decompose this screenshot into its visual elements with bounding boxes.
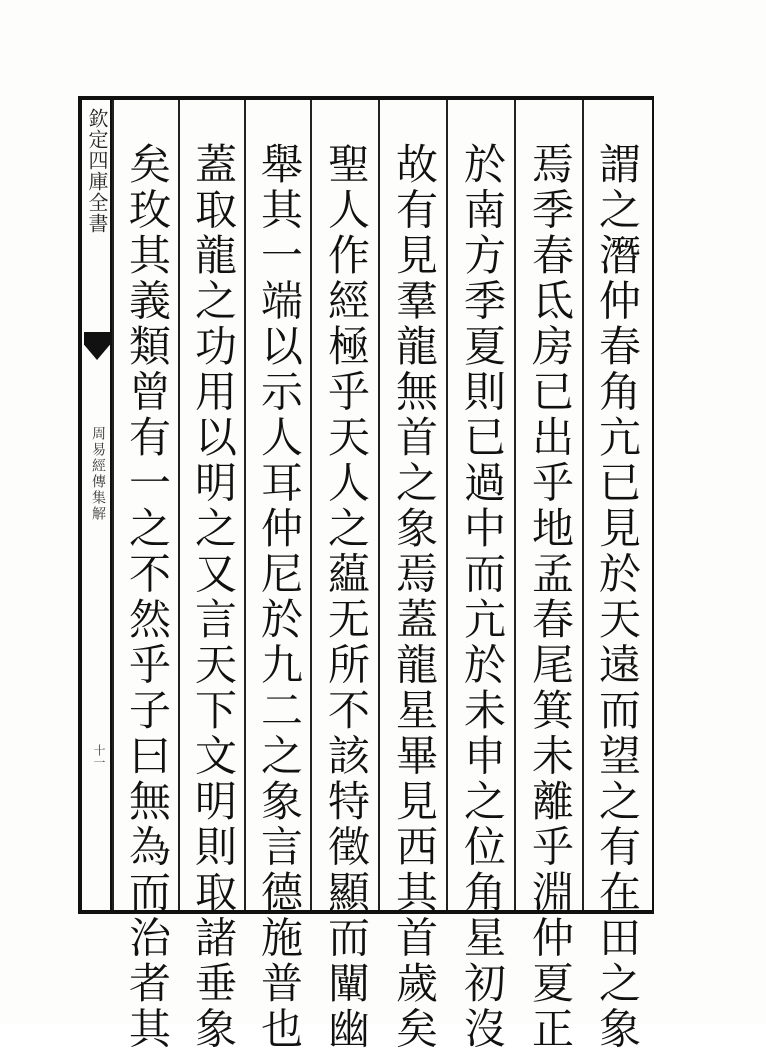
text-column-5: 聖人作經極乎天人之藴无所不該特徵顯而闡幽 bbox=[322, 142, 371, 1052]
text-column-6: 舉其一端以示人耳仲尼於九二之象言德施普也 bbox=[255, 142, 304, 1052]
margin-collection-title: 欽定四庫全書 bbox=[85, 108, 109, 234]
margin-book-title: 周易經傳集解 bbox=[90, 426, 106, 522]
text-column-8: 矣玫其義類曾有一之不然乎子曰無為而治者其 bbox=[123, 142, 172, 1052]
text-column-7: 蓋取龍之功用以明之又言天下文明則取諸垂象 bbox=[189, 142, 238, 1052]
margin-page-number: 十一 bbox=[92, 744, 106, 768]
text-column-4: 故有見羣龍無首之象焉蓋龍星畢見西其首歲矣 bbox=[390, 142, 439, 1052]
text-column-1: 謂之潛仲春角亢已見於天遠而望之有在田之象 bbox=[593, 142, 642, 1052]
text-column-2: 焉季春氐房已出乎地孟春尾箕未離乎淵仲夏正 bbox=[526, 142, 575, 1052]
text-column-3: 於南方季夏則已過中而亢於未申之位角星初沒 bbox=[458, 142, 507, 1052]
